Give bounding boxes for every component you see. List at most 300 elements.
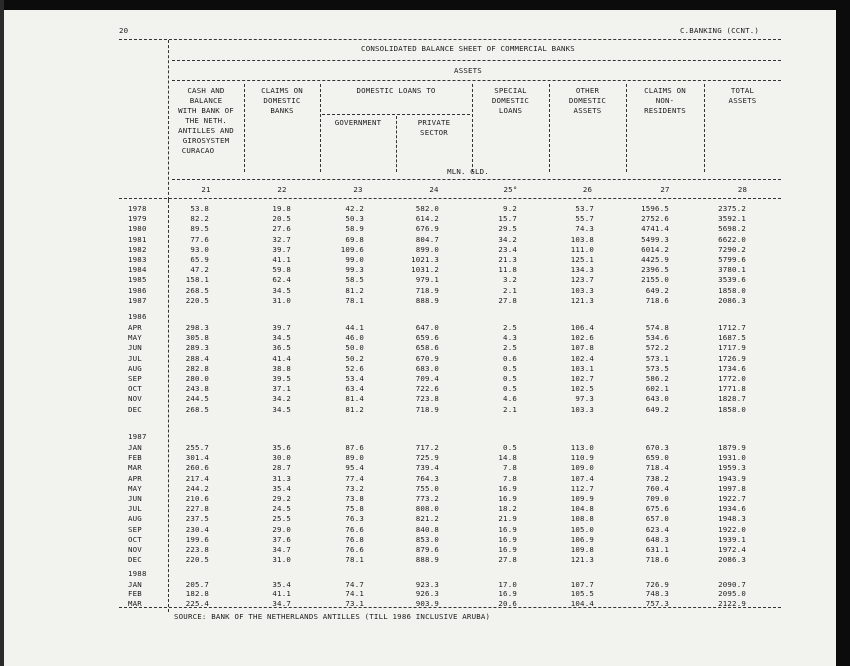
table-cell: 926.3 (415, 589, 439, 599)
table-cell: 301.4 (185, 453, 209, 463)
table-cell: 923.3 (415, 580, 439, 589)
header-line: BANKS (270, 106, 294, 115)
top-rule (119, 39, 781, 40)
table-cell: 244.5 (185, 394, 209, 404)
table-cell: 30.0 (272, 453, 291, 463)
table-cell: 1596.5 (641, 204, 669, 213)
table-cell: 573.5 (645, 363, 669, 373)
unit-rule (172, 179, 781, 180)
table-cell: 718.6 (645, 295, 669, 305)
table-cell: 649.2 (645, 404, 669, 414)
row-label: SEP (128, 524, 142, 534)
table-cell: 1948.3 (718, 514, 746, 524)
table-cell: 106.4 (570, 323, 594, 332)
table-cell: 16.9 (498, 483, 517, 493)
table-cell: 14.8 (498, 453, 517, 463)
scan-right-border (836, 0, 850, 666)
table-cell: 1712.7 (718, 323, 746, 332)
table-cell: 1972.4 (718, 545, 746, 554)
table-cell: 34.2 (498, 234, 517, 244)
table-row (4, 589, 836, 598)
table-cell: 27.8 (498, 295, 517, 305)
table-cell: 20.5 (272, 214, 291, 224)
table-cell: 1934.6 (718, 504, 746, 514)
running-head: C.BANKING (CCNT.) (680, 26, 760, 35)
table-cell: 903.9 (415, 598, 439, 608)
table-cell: 2375.2 (718, 204, 746, 213)
table-row (4, 354, 836, 363)
table-cell: 121.3 (570, 295, 594, 305)
row-label: MAY (128, 333, 142, 343)
table-cell: 0.5 (503, 363, 517, 373)
table-cell: 103.8 (570, 234, 594, 244)
table-cell: 2752.6 (641, 214, 669, 224)
column-number: 23 (353, 185, 363, 194)
row-label: MAY (128, 483, 142, 493)
column-number-rule (119, 198, 781, 199)
table-row (4, 384, 836, 393)
year-label-1987: 1987 (128, 432, 147, 441)
table-cell: 658.6 (415, 343, 439, 353)
table-cell: 81.2 (345, 285, 364, 295)
table-cell: 748.3 (645, 589, 669, 599)
header-line: LOANS (498, 106, 523, 115)
table-cell: 199.6 (185, 534, 209, 544)
table-cell: 574.8 (645, 323, 669, 332)
table-cell: 111.0 (570, 244, 594, 254)
table-cell: 74.3 (575, 224, 594, 234)
table-cell: 5799.6 (718, 255, 746, 264)
table-cell: 764.3 (415, 473, 439, 483)
page-number: 20 (119, 26, 129, 35)
table-cell: 109.6 (340, 244, 364, 254)
table-row (4, 255, 836, 264)
table-cell: 107.4 (570, 473, 594, 483)
table-cell: 82.2 (190, 214, 209, 224)
table-cell: 78.1 (345, 295, 364, 305)
table-cell: 32.7 (272, 234, 291, 244)
table-cell: 99.0 (345, 255, 364, 264)
table-cell: 1771.8 (718, 384, 746, 394)
table-cell: 1687.5 (718, 333, 746, 343)
table-cell: 289.3 (185, 343, 209, 353)
table-cell: 676.9 (415, 224, 439, 234)
table-row (4, 245, 836, 254)
column-number: 27 (660, 185, 670, 194)
table-cell: 29.0 (272, 524, 291, 534)
table-cell: 74.7 (345, 580, 364, 589)
table-cell: 0.6 (503, 353, 517, 363)
table-cell: 840.8 (415, 524, 439, 534)
row-label: JUL (128, 504, 142, 514)
table-cell: 288.4 (185, 353, 209, 363)
table-cell: 75.8 (345, 504, 364, 514)
assets-heading: ASSETS (454, 66, 482, 75)
table-cell: 76.6 (345, 545, 364, 554)
table-cell: 95.4 (345, 463, 364, 473)
table-cell: 649.2 (645, 285, 669, 295)
table-cell: 34.2 (272, 394, 291, 404)
header-line: NON- (655, 96, 675, 105)
row-label: MAR (128, 598, 142, 608)
table-row (4, 214, 836, 223)
table-cell: 853.0 (415, 534, 439, 544)
table-row (4, 364, 836, 373)
table-cell: 5698.2 (718, 224, 746, 234)
row-label: AUG (128, 363, 142, 373)
row-label: 1981 (128, 234, 147, 244)
table-cell: 2155.0 (641, 275, 669, 285)
table-cell: 582.0 (415, 204, 439, 213)
table-cell: 888.9 (415, 555, 439, 565)
table-cell: 1031.2 (411, 265, 439, 275)
header-line: CLAIMS ON (644, 86, 686, 95)
table-cell: 2086.3 (718, 555, 746, 565)
table-cell: 280.0 (185, 374, 209, 383)
table-cell: 2.5 (503, 343, 517, 353)
header-line: DOMESTIC (568, 96, 607, 105)
table-cell: 755.0 (415, 483, 439, 493)
table-cell: 709.0 (645, 494, 669, 503)
row-label: SEP (128, 374, 142, 383)
table-cell: 103.3 (570, 404, 594, 414)
table-cell: 7290.2 (718, 244, 746, 254)
table-cell: 102.4 (570, 353, 594, 363)
table-cell: 34.7 (272, 545, 291, 554)
table-cell: 7.8 (503, 473, 517, 483)
bottom-rule (119, 607, 781, 608)
table-cell: 657.0 (645, 514, 669, 524)
table-cell: 11.8 (498, 265, 517, 275)
table-row (4, 580, 836, 589)
header-line: OTHER (575, 86, 600, 95)
table-cell: 725.9 (415, 453, 439, 463)
table-cell: 0.5 (503, 443, 517, 452)
table-row (4, 204, 836, 213)
table-row (4, 405, 836, 414)
table-cell: 670.9 (415, 353, 439, 363)
table-cell: 27.6 (272, 224, 291, 234)
table-cell: 659.6 (415, 333, 439, 343)
table-cell: 237.5 (185, 514, 209, 524)
table-row (4, 235, 836, 244)
table-cell: 78.1 (345, 555, 364, 565)
header-line: SECTOR (420, 128, 448, 137)
table-cell: 1734.6 (718, 363, 746, 373)
table-cell: 6014.2 (641, 244, 669, 254)
row-label: APR (128, 473, 142, 483)
row-label: DEC (128, 555, 142, 565)
row-label: OCT (128, 534, 142, 544)
header-line: BALANCE (189, 96, 223, 105)
table-cell: 76.3 (345, 514, 364, 524)
table-cell: 16.9 (498, 534, 517, 544)
table-cell: 27.8 (498, 555, 517, 565)
table-row (4, 374, 836, 383)
table-cell: 123.7 (570, 275, 594, 285)
table-cell: 89.0 (345, 453, 364, 463)
table-cell: 760.4 (645, 483, 669, 493)
table-cell: 282.8 (185, 363, 209, 373)
table-cell: 227.8 (185, 504, 209, 514)
row-label: 1986 (128, 285, 147, 295)
table-cell: 104.8 (570, 504, 594, 514)
header-line: TOTAL (730, 86, 755, 95)
table-cell: 899.0 (415, 244, 439, 254)
row-label: 1978 (128, 204, 147, 213)
table-cell: 220.5 (185, 555, 209, 565)
table-cell: 73.1 (345, 598, 364, 608)
table-cell: 34.5 (272, 333, 291, 343)
table-cell: 305.8 (185, 333, 209, 343)
table-cell: 586.2 (645, 374, 669, 383)
table-row (4, 265, 836, 274)
table-cell: 109.9 (570, 494, 594, 503)
row-label: APR (128, 323, 142, 332)
year-label-1988: 1988 (128, 569, 147, 578)
table-cell: 44.1 (345, 323, 364, 332)
table-cell: 102.7 (570, 374, 594, 383)
table-cell: 773.2 (415, 494, 439, 503)
table-cell: 89.5 (190, 224, 209, 234)
header-government: GOVERNMENT (334, 118, 382, 127)
table-cell: 210.6 (185, 494, 209, 503)
table-cell: 50.2 (345, 353, 364, 363)
table-cell: 220.5 (185, 295, 209, 305)
table-cell: 182.8 (185, 589, 209, 599)
table-cell: 58.5 (345, 275, 364, 285)
table-row (4, 525, 836, 534)
loans-subrule (322, 114, 470, 115)
header-line: RESIDENTS (644, 106, 686, 115)
table-cell: 21.9 (498, 514, 517, 524)
table-row (4, 343, 836, 352)
table-cell: 74.1 (345, 589, 364, 599)
table-cell: 718.9 (415, 404, 439, 414)
table-row (4, 545, 836, 554)
table-cell: 648.3 (645, 534, 669, 544)
table-cell: 107.8 (570, 343, 594, 353)
table-cell: 255.7 (185, 443, 209, 452)
table-cell: 205.7 (185, 580, 209, 589)
row-label: JUN (128, 343, 142, 353)
column-number: 24 (429, 185, 439, 194)
table-cell: 718.9 (415, 285, 439, 295)
table-cell: 1726.9 (718, 353, 746, 363)
table-cell: 979.1 (415, 275, 439, 285)
header-line: CURACAO (181, 146, 215, 155)
table-cell: 268.5 (185, 285, 209, 295)
header-line: ASSETS (573, 106, 602, 115)
table-cell: 31.0 (272, 295, 291, 305)
header-line: PRIVATE (417, 118, 451, 127)
table-cell: 41.1 (272, 589, 291, 599)
table-cell: 2122.9 (718, 598, 746, 608)
table-cell: 50.0 (345, 343, 364, 353)
table-cell: 103.1 (570, 363, 594, 373)
table-cell: 4425.9 (641, 255, 669, 264)
table-cell: 244.2 (185, 483, 209, 493)
table-cell: 31.3 (272, 473, 291, 483)
table-row (4, 453, 836, 462)
table-row (4, 474, 836, 483)
row-label: JUN (128, 494, 142, 503)
header-separator (320, 84, 321, 172)
table-cell: 573.1 (645, 353, 669, 363)
table-cell: 107.7 (570, 580, 594, 589)
table-cell: 102.6 (570, 333, 594, 343)
table-cell: 757.3 (645, 598, 669, 608)
table-cell: 55.7 (575, 214, 594, 224)
table-cell: 739.4 (415, 463, 439, 473)
table-title: CONSOLIDATED BALANCE SHEET OF COMMERCIAL BANKS (361, 44, 575, 53)
row-label: NOV (128, 545, 142, 554)
row-label: 1987 (128, 295, 147, 305)
table-cell: 718.4 (645, 463, 669, 473)
table-cell: 50.3 (345, 214, 364, 224)
table-cell: 47.2 (190, 265, 209, 275)
table-cell: 109.0 (570, 463, 594, 473)
table-row (4, 504, 836, 513)
table-cell: 23.4 (498, 244, 517, 254)
table-cell: 134.3 (570, 265, 594, 275)
table-cell: 76.8 (345, 534, 364, 544)
table-cell: 81.4 (345, 394, 364, 404)
table-cell: 69.8 (345, 234, 364, 244)
header-line: DOMESTIC (491, 96, 530, 105)
table-row (4, 224, 836, 233)
row-label: NOV (128, 394, 142, 404)
table-row (4, 535, 836, 544)
table-cell: 223.8 (185, 545, 209, 554)
table-row (4, 494, 836, 503)
table-cell: 31.0 (272, 555, 291, 565)
table-cell: 37.1 (272, 384, 291, 394)
table-cell: 81.2 (345, 404, 364, 414)
table-cell: 37.6 (272, 534, 291, 544)
row-label: 1979 (128, 214, 147, 224)
table-cell: 2095.0 (718, 589, 746, 599)
table-cell: 77.4 (345, 473, 364, 483)
table-row (4, 514, 836, 523)
table-cell: 39.7 (272, 323, 291, 332)
column-number: 21 (201, 185, 211, 194)
table-cell: 15.7 (498, 214, 517, 224)
table-cell: 675.6 (645, 504, 669, 514)
table-cell: 614.2 (415, 214, 439, 224)
table-cell: 225.4 (185, 598, 209, 608)
table-row (4, 275, 836, 284)
table-cell: 2.1 (503, 285, 517, 295)
table-cell: 1922.0 (718, 524, 746, 534)
table-row (4, 443, 836, 452)
table-cell: 0.5 (503, 384, 517, 394)
table-cell: 35.6 (272, 443, 291, 452)
table-row (4, 463, 836, 472)
document-page (4, 10, 836, 666)
column-number: 22 (277, 185, 287, 194)
row-label: JAN (128, 580, 142, 589)
table-cell: 726.9 (645, 580, 669, 589)
table-cell: 39.7 (272, 244, 291, 254)
table-cell: 53.4 (345, 374, 364, 383)
table-row (4, 323, 836, 332)
table-cell: 2090.7 (718, 580, 746, 589)
table-cell: 17.0 (498, 580, 517, 589)
table-cell: 110.9 (570, 453, 594, 463)
table-cell: 39.5 (272, 374, 291, 383)
table-cell: 42.2 (345, 204, 364, 213)
table-cell: 602.1 (645, 384, 669, 394)
table-cell: 35.4 (272, 483, 291, 493)
scan-top-border (0, 0, 850, 10)
table-cell: 821.2 (415, 514, 439, 524)
year-label-1986: 1986 (128, 312, 147, 321)
table-cell: 106.9 (570, 534, 594, 544)
table-cell: 16.9 (498, 589, 517, 599)
header-line: WITH BANK OF (178, 106, 234, 115)
table-cell: 1772.0 (718, 374, 746, 383)
table-cell: 718.6 (645, 555, 669, 565)
table-cell: 260.6 (185, 463, 209, 473)
table-cell: 1922.7 (718, 494, 746, 503)
table-cell: 16.9 (498, 524, 517, 534)
row-label: 1984 (128, 265, 147, 275)
table-cell: 24.5 (272, 504, 291, 514)
table-cell: 298.3 (185, 323, 209, 332)
table-cell: 243.8 (185, 384, 209, 394)
table-cell: 59.8 (272, 265, 291, 275)
table-cell: 659.0 (645, 453, 669, 463)
table-cell: 3.2 (503, 275, 517, 285)
table-cell: 1931.0 (718, 453, 746, 463)
header-line: ASSETS (728, 96, 757, 105)
table-cell: 121.3 (570, 555, 594, 565)
table-cell: 20.6 (498, 598, 517, 608)
table-cell: 9.2 (503, 204, 517, 213)
table-row (4, 333, 836, 342)
table-cell: 53.7 (575, 204, 594, 213)
table-cell: 230.4 (185, 524, 209, 534)
row-label: MAR (128, 463, 142, 473)
row-label: DEC (128, 404, 142, 414)
table-cell: 1021.3 (411, 255, 439, 264)
table-cell: 53.8 (190, 204, 209, 213)
table-cell: 683.0 (415, 363, 439, 373)
table-cell: 1858.0 (718, 285, 746, 295)
table-cell: 722.6 (415, 384, 439, 394)
table-cell: 647.0 (415, 323, 439, 332)
row-label: AUG (128, 514, 142, 524)
table-cell: 4.6 (503, 394, 517, 404)
table-cell: 717.2 (415, 443, 439, 452)
table-cell: 723.8 (415, 394, 439, 404)
table-cell: 36.5 (272, 343, 291, 353)
header-line: CASH AND (187, 86, 225, 95)
header-line: THE NETH. (185, 116, 227, 125)
row-label: FEB (128, 453, 142, 463)
table-cell: 34.5 (272, 285, 291, 295)
table-cell: 0.5 (503, 374, 517, 383)
header-line: DOMESTIC (263, 96, 301, 105)
table-cell: 18.2 (498, 504, 517, 514)
table-cell: 77.6 (190, 234, 209, 244)
table-cell: 97.3 (575, 394, 594, 404)
table-cell: 63.4 (345, 384, 364, 394)
table-cell: 4.3 (503, 333, 517, 343)
table-cell: 103.3 (570, 285, 594, 295)
table-cell: 93.0 (190, 244, 209, 254)
